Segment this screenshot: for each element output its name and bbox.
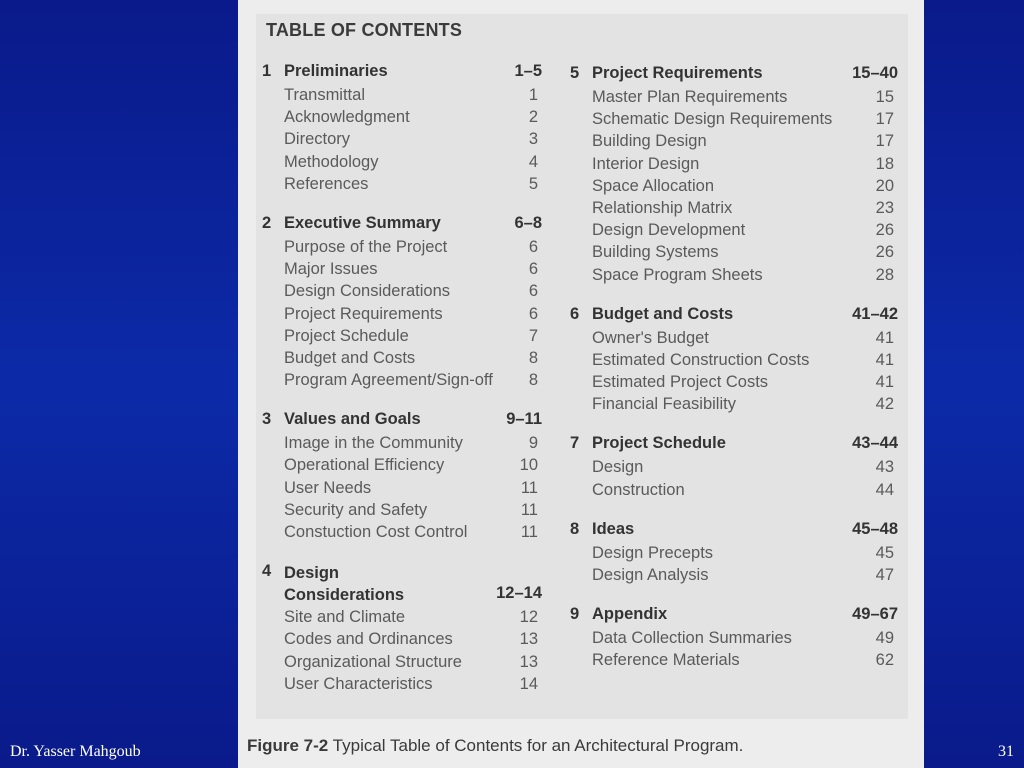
section-heading <box>262 410 542 434</box>
section-title: Project Schedule <box>592 434 726 453</box>
entry-title: References <box>284 174 369 193</box>
toc-entry <box>570 481 898 503</box>
toc-section <box>570 434 898 502</box>
toc-section <box>570 605 898 673</box>
section-page-range: 9–11 <box>506 410 542 429</box>
toc-entry <box>262 675 542 697</box>
section-title: Project Requirements <box>592 64 763 82</box>
entry-title: Budget and Costs <box>284 348 416 367</box>
entry-page: 62 <box>875 651 894 670</box>
entry-title: Project Requirements <box>284 304 443 323</box>
section-heading <box>570 605 898 629</box>
section-title: Executive Summary <box>284 213 441 232</box>
toc-entry <box>570 155 898 177</box>
entry-title: Building Design <box>592 132 707 151</box>
toc-entry <box>262 653 542 675</box>
entry-page: 11 <box>520 478 538 497</box>
entry-page: 13 <box>519 652 538 671</box>
entry-title: Security and Safety <box>284 500 428 519</box>
entry-page: 44 <box>875 480 894 499</box>
entry-page: 26 <box>875 221 894 240</box>
section-number: 1 <box>262 62 272 80</box>
toc-entry <box>262 479 542 501</box>
toc-entry <box>262 501 542 523</box>
entry-title: Site and Climate <box>284 608 406 627</box>
entry-title: Directory <box>284 130 351 149</box>
toc-section <box>570 520 898 588</box>
entry-title: Space Allocation <box>592 176 715 195</box>
entry-page: 41 <box>875 350 894 369</box>
toc-entry <box>570 88 898 110</box>
toc-entry <box>262 327 542 349</box>
entry-page: 13 <box>519 630 538 649</box>
entry-title: User Needs <box>284 478 372 497</box>
section-number: 4 <box>262 562 272 581</box>
entry-page: 41 <box>875 373 894 392</box>
toc-entry <box>570 395 898 417</box>
entry-title: Design Development <box>592 221 746 240</box>
entry-title: Program Agreement/Sign-off <box>284 371 493 390</box>
section-page-range: 6–8 <box>514 213 542 232</box>
entry-title: Building Systems <box>592 243 719 262</box>
section-number: 9 <box>570 605 580 624</box>
entry-page: 6 <box>528 260 538 279</box>
section-heading <box>570 434 898 458</box>
section-page-range: 41–42 <box>852 304 898 323</box>
entry-page: 7 <box>528 326 538 345</box>
toc-entry <box>570 544 898 566</box>
entry-title: Operational Efficiency <box>284 456 445 475</box>
toc-entry <box>570 110 898 132</box>
toc-section <box>262 62 542 197</box>
entry-title: Design <box>592 458 644 477</box>
entry-page: 6 <box>528 282 538 301</box>
toc-entry <box>262 434 542 456</box>
section-title: Appendix <box>592 605 668 624</box>
figure-number: Figure 7-2 <box>247 736 329 755</box>
entry-page: 42 <box>875 395 894 414</box>
figure-caption <box>247 736 743 756</box>
entry-page: 26 <box>875 243 894 262</box>
entry-title: Purpose of the Project <box>284 237 448 256</box>
entry-title: Estimated Project Costs <box>592 373 769 392</box>
toc-entry <box>262 371 542 393</box>
toc-entry <box>262 456 542 478</box>
section-heading <box>570 520 898 544</box>
toc-entry <box>570 651 898 673</box>
toc-entry <box>570 266 898 288</box>
section-title: Ideas <box>592 519 635 538</box>
entry-title: Design Precepts <box>592 543 714 562</box>
section-title: Design Considerations <box>284 564 405 605</box>
section-heading <box>262 214 542 238</box>
toc-entry <box>262 130 542 152</box>
toc-section <box>570 305 898 418</box>
toc-entry <box>570 458 898 480</box>
entry-page: 6 <box>528 304 538 323</box>
toc-left-column <box>262 62 542 714</box>
section-number: 3 <box>262 410 272 429</box>
entry-page: 11 <box>520 500 538 519</box>
entry-page: 11 <box>520 523 538 541</box>
toc-entry <box>262 608 542 630</box>
entry-page: 28 <box>875 265 894 284</box>
entry-title: Reference Materials <box>592 651 740 670</box>
entry-page: 8 <box>528 371 538 390</box>
section-page-range: 15–40 <box>852 64 898 82</box>
toc-section <box>570 64 898 288</box>
entry-page: 23 <box>875 198 894 217</box>
entry-title: Methodology <box>284 152 379 171</box>
entry-title: Master Plan Requirements <box>592 88 788 106</box>
entry-page: 47 <box>875 566 894 584</box>
entry-title: Major Issues <box>284 260 378 279</box>
section-page-range: 49–67 <box>852 605 898 624</box>
entry-page: 18 <box>875 154 894 173</box>
section-number: 7 <box>570 434 580 453</box>
entry-page: 43 <box>875 458 894 477</box>
toc-entry <box>262 282 542 304</box>
entry-page: 15 <box>875 88 894 106</box>
section-heading <box>570 305 898 329</box>
entry-page: 9 <box>528 434 538 453</box>
section-title: Preliminaries <box>284 62 388 80</box>
entry-title: Codes and Ordinances <box>284 630 453 649</box>
entry-page: 45 <box>875 543 894 562</box>
section-number: 5 <box>570 64 580 82</box>
entry-title: Owner's Budget <box>592 328 709 347</box>
entry-title: Transmittal <box>284 86 365 104</box>
entry-page: 17 <box>875 132 894 151</box>
entry-page: 6 <box>528 237 538 256</box>
section-number: 8 <box>570 519 580 538</box>
toc-entry <box>262 260 542 282</box>
entry-page: 17 <box>875 110 894 129</box>
toc-entry <box>570 351 898 373</box>
toc-entry <box>570 199 898 221</box>
toc-entry <box>570 566 898 588</box>
entry-title: Estimated Construction Costs <box>592 350 810 369</box>
toc-entry <box>570 373 898 395</box>
toc-section <box>262 410 542 545</box>
toc-entry <box>262 153 542 175</box>
toc-entry <box>262 523 542 545</box>
entry-title: Construction <box>592 480 685 499</box>
toc-entry <box>262 630 542 652</box>
toc-entry <box>570 243 898 265</box>
entry-title: Financial Feasibility <box>592 395 736 414</box>
toc-entry <box>262 175 542 197</box>
entry-title: Space Program Sheets <box>592 265 763 284</box>
entry-page: 4 <box>528 152 538 171</box>
section-page-range: 1–5 <box>514 62 542 80</box>
entry-title: Image in the Community <box>284 434 463 453</box>
toc-entry <box>262 305 542 327</box>
entry-title: Constuction Cost Control <box>284 523 468 541</box>
toc-entry <box>262 86 542 108</box>
entry-title: Relationship Matrix <box>592 198 733 217</box>
footer-author: Dr. Yasser Mahgoub <box>10 743 141 760</box>
toc-entry <box>262 349 542 371</box>
section-title: Values and Goals <box>284 410 421 429</box>
section-number: 6 <box>570 304 580 323</box>
section-heading <box>570 64 898 88</box>
entry-title: Schematic Design Requirements <box>592 110 833 129</box>
entry-page: 20 <box>875 176 894 195</box>
entry-page: 5 <box>528 174 538 193</box>
toc-entry <box>570 629 898 651</box>
entry-title: Design Analysis <box>592 566 709 584</box>
entry-page: 8 <box>528 348 538 367</box>
toc-entry <box>570 132 898 154</box>
toc-section <box>262 214 542 393</box>
entry-page: 1 <box>528 86 538 104</box>
footer-page-number: 31 <box>998 743 1014 760</box>
toc-section <box>262 562 542 697</box>
entry-page: 3 <box>528 130 538 149</box>
section-page-range: 45–48 <box>852 519 898 538</box>
section-number: 2 <box>262 213 272 232</box>
entry-page: 14 <box>519 674 538 693</box>
entry-page: 49 <box>875 629 894 648</box>
toc-right-column <box>570 64 898 691</box>
toc-entry <box>570 221 898 243</box>
section-page-range: 43–44 <box>852 434 898 453</box>
section-heading <box>262 562 542 608</box>
entry-title: User Characteristics <box>284 674 433 693</box>
entry-title: Interior Design <box>592 154 700 173</box>
toc-entry <box>262 238 542 260</box>
entry-page: 10 <box>519 456 538 475</box>
toc-entry <box>262 108 542 130</box>
section-title: Budget and Costs <box>592 304 734 323</box>
entry-title: Data Collection Summaries <box>592 629 792 648</box>
caption-text: Typical Table of Contents for an Architectural Program. <box>332 736 744 755</box>
section-heading <box>262 62 542 86</box>
entry-title: Organizational Structure <box>284 652 462 671</box>
entry-title: Acknowledgment <box>284 108 410 127</box>
entry-title: Project Schedule <box>284 326 409 345</box>
toc-entry <box>570 177 898 199</box>
entry-title: Design Considerations <box>284 282 451 301</box>
entry-page: 41 <box>875 328 894 347</box>
section-page-range: 12–14 <box>496 584 542 603</box>
entry-page: 2 <box>528 108 538 127</box>
toc-entry <box>570 329 898 351</box>
entry-page: 12 <box>519 608 538 627</box>
toc-title: TABLE OF CONTENTS <box>266 20 463 40</box>
